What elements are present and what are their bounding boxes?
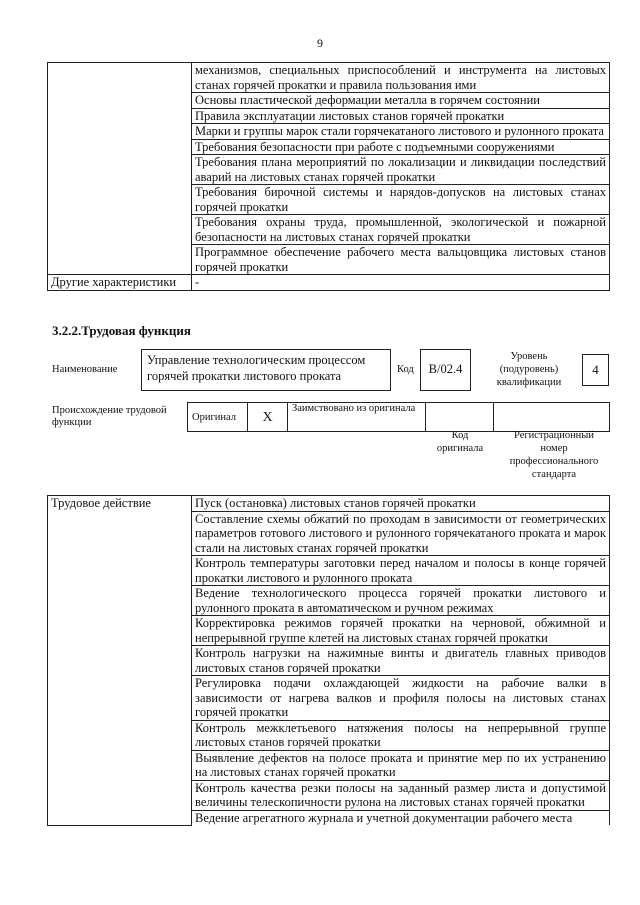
knowledge-label-cell <box>48 63 192 275</box>
knowledge-table <box>47 62 610 291</box>
page-number: 9 <box>317 36 323 50</box>
labor-actions-table <box>47 495 610 826</box>
knowledge-item: Требования плана мероприятий по локализации и ликвидации последствий аварий на листовых станах горячей прокатки <box>192 155 610 185</box>
labor-action-item: Составление схемы обжатий по проходам в зависимости от геометрических параметров готового листового и рулонного горячекатаного проката и марок стали на листовых станах горячей прокатки <box>192 511 610 556</box>
origin-table <box>187 402 610 432</box>
labor-action-item: Контроль межклетьевого натяжения полосы на непрерывной группе листовых станов горячей прокатки <box>192 720 610 750</box>
labor-action-item: Контроль качества резки полосы на заданный размер листа и допустимой величины телескопичности рулона на листовых станах горячей прокатки <box>192 780 610 810</box>
knowledge-item: Марки и группы марок стали горячекатаного листового и рулонного проката <box>192 124 610 140</box>
labor-action-item: Выявление дефектов на полосе проката и принятие мер по их устранению на листовых станах горячей прокатки <box>192 750 610 780</box>
labor-action-item: Ведение технологического процесса горячей прокатки листового и рулонного проката в автоматическом и ручном режимах <box>192 586 610 616</box>
section-title: 3.2.2.Трудовая функция <box>52 323 191 338</box>
qualification-level-box: 4 <box>582 354 609 386</box>
labor-action-item: Контроль нагрузки на нажимные винты и двигатель главных приводов листовых станов горячей прокатки <box>192 646 610 676</box>
labor-action-item: Ведение агрегатного журнала и учетной документации рабочего места <box>192 810 610 825</box>
labor-action-item: Пуск (остановка) листовых станов горячей прокатки <box>192 496 610 512</box>
name-label: Наименование <box>52 364 118 375</box>
other-characteristics-value: - <box>192 275 610 291</box>
knowledge-item: Программное обеспечение рабочего места вальцовщика листовых станов горячей прокатки <box>192 245 610 275</box>
other-characteristics-label: Другие характеристики <box>48 275 192 291</box>
labor-action-item: Корректировка режимов горячей прокатки на черновой, обжимной и непрерывной группе клетей на листовых станах горячей прокатки <box>192 616 610 646</box>
knowledge-item: Основы пластической деформации металла в горячем состоянии <box>192 93 610 109</box>
labor-action-item: Регулировка подачи охлаждающей жидкости на рабочие валки в зависимости от нагрева валков и профиля полосы на листовых станах горячей прокатки <box>192 676 610 721</box>
reg-number-caption: Регистрационный номер профессионального стандарта <box>509 430 599 480</box>
labor-action-label: Трудовое действие <box>48 496 192 826</box>
code-original-cell <box>426 403 494 432</box>
code-label: Код <box>397 364 414 375</box>
qualification-level-label: Уровень (подуровень) квалификации <box>496 351 562 388</box>
borrowed-label: Заимствовано из оригинала <box>288 403 426 432</box>
labor-action-item: Контроль температуры заготовки перед началом и полосы в конце горячей прокатки листового и рулонного проката <box>192 556 610 586</box>
code-original-caption: Код оригинала <box>436 430 484 454</box>
reg-number-cell <box>494 403 610 432</box>
knowledge-item: Правила эксплуатации листовых станов горячей прокатки <box>192 108 610 124</box>
knowledge-item: Требования бирочной системы и нарядов-допусков на листовых станах горячей прокатки <box>192 185 610 215</box>
knowledge-item: Требования охраны труда, промышленной, экологической и пожарной безопасности на листовых станах горячей прокатки <box>192 215 610 245</box>
knowledge-item: механизмов, специальных приспособлений и инструмента на листовых станах горячей прокатки и правила пользования ими <box>192 63 610 93</box>
original-mark: X <box>248 403 288 432</box>
original-label: Оригинал <box>188 403 248 432</box>
origin-label: Происхождение трудовой функции <box>52 405 167 428</box>
function-code-box: В/02.4 <box>420 349 471 391</box>
knowledge-item: Требования безопасности при работе с подъемными сооружениями <box>192 139 610 155</box>
function-name-box: Управление технологическим процессом горячей прокатки листового проката <box>141 349 391 391</box>
